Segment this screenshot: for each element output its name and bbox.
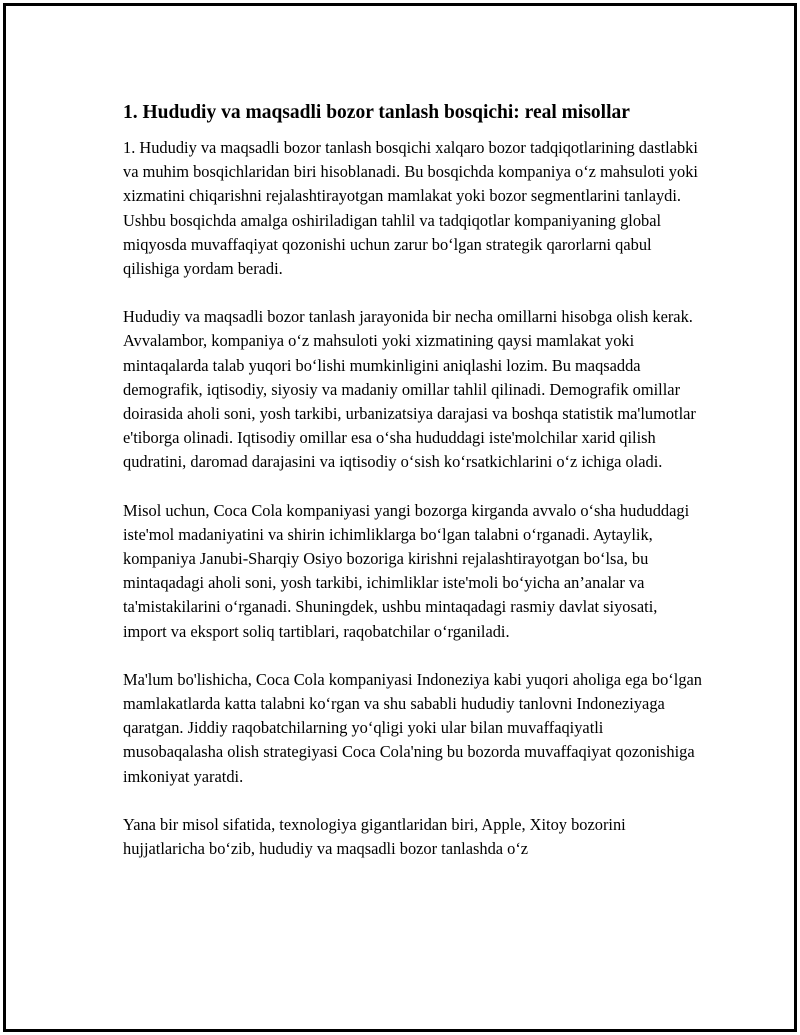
section-heading: 1. Hududiy va maqsadli bozor tanlash bosqichi: real misollar [123,102,630,123]
paragraph-5: Yana bir misol sifatida, texnologiya gigantlaridan biri, Apple, Xitoy bozorini hujjatlaricha bo‘zib, hududiy va maqsadli bozor tanlashda o‘z [123,814,626,859]
document-body [123,98,703,885]
paragraph-3: Misol uchun, Coca Cola kompaniyasi yangi bozorga kirganda avvalo o‘sha hududdagi iste'mol madaniyatini va shirin ichimliklarga bo‘lgan talabni o‘rganadi. Aytaylik, kompaniya Janubi-Sharqiy Osiyo bozoriga kirishni rejalashtirayotgan bo‘lsa, bu mintaqadagi aholi soni, yosh tarkibi, ichimliklar iste'moli bo‘yicha an’analar va ta'mistakilarini o‘rganadi. Shuningdek, ushbu mintaqadagi rasmiy davlat siyosati, import va eksport soliq tartiblari, raqobatchilar o‘rganiladi. [123,500,690,641]
paragraph-4: Ma'lum bo'lishicha, Coca Cola kompaniyasi Indoneziya kabi yuqori aholiga ega bo‘lgan mamlakatlarda katta talabni ko‘rgan va shu sababli hududiy tanlovni Indoneziyaga qaratgan. Jiddiy raqobatchilarning yo‘qligi yoki ular bilan muvaffaqiyatli musobaqalasha olish strategiyasi Coca Cola'ning bu bozorda muvaffaqiyat qozonishiga imkoniyat yaratdi. [123,669,702,786]
paragraph-1: 1. Hududiy va maqsadli bozor tanlash bosqichi xalqaro bozor tadqiqotlarining dastlabki va muhim bosqichlaridan biri hisoblanadi. Bu bosqichda kompaniya o‘z mahsuloti yoki xizmatini chiqarishni rejalashtirayotgan mamlakat yoki bozor segmentlarini tanlaydi. Ushbu bosqichda amalga oshiriladigan tahlil va tadqiqotlar kompaniyaning global miqyosda muvaffaqiyat qozonishi uchun zarur bo‘lgan strategik qarorlarni qabul qilishiga yordam beradi. [123,138,698,279]
page-frame [3,3,797,1032]
paragraph-2: Hududiy va maqsadli bozor tanlash jarayonida bir necha omillarni hisobga olish kerak. Avvalambor, kompaniya o‘z mahsuloti yoki xizmatining qaysi mamlakat yoki mintaqalarda talab yuqori bo‘lishi mumkinligini aniqlashi lozim. Bu maqsadda demografik, iqtisodiy, siyosiy va madaniy omillar tahlil qilinadi. Demografik omillar doirasida aholi soni, yosh tarkibi, urbanizatsiya darajasi va boshqa statistik ma'lumotlar e'tiborga olinadi. Iqtisodiy omillar esa o‘sha hududdagi iste'molchilar xarid qilish qudratini, daromad darajasini va iqtisodiy o‘sish ko‘rsatkichlarini o‘z ichiga oladi. [123,307,696,472]
